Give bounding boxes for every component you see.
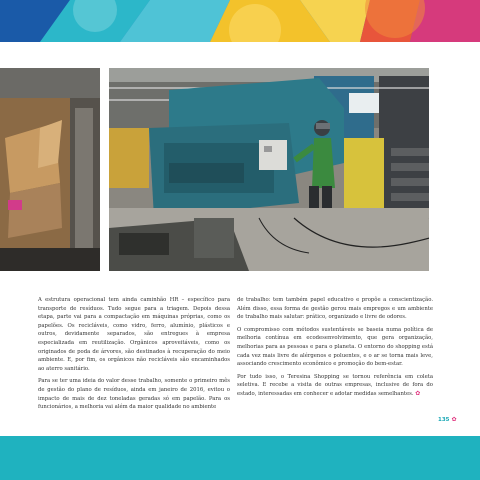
article-left-column — [38, 296, 230, 416]
page-number: 135 — [438, 416, 450, 423]
footer-accent-bar — [0, 436, 480, 480]
paragraph: Para se ter uma ideia do valor desse trabalho, somente o primeiro mês de gestão do plano de resíduos, ainda em janeiro de 2016, evitou o impacto de mais de dez toneladas geradas só em papelão. Para os funcionários, a melhoria vai além da maior qualidade no ambiente — [38, 378, 230, 411]
paragraph-text: Por tudo isso, o Teresina Shopping se tornou referência em coleta seletiva. E recebe a visita de outras empresas, inclusive de fora do estado, interessadas em conhecer e adotar medidas semelhantes. — [237, 373, 433, 397]
flower-icon: ✿ — [451, 416, 457, 423]
paragraph: O compromisso com métodos sustentáveis se baseia numa política de melhoria contínua em ecodesenvolvimento, que gera organização, melhorias para as pessoas e para o planeta. O entorno do shopping está cada vez mais livre de alérgenos e poluentes, e o ar se torna mais leve, associando crescimento econômico e promoção do bem-estar. — [237, 326, 433, 368]
article-right-column — [237, 296, 433, 403]
decorative-banner — [0, 0, 480, 42]
photo-cardboard-bales — [0, 68, 100, 271]
page-number-badge — [438, 416, 457, 423]
end-mark-flower-icon: ✿ — [415, 389, 421, 397]
paragraph: A estrutura operacional tem ainda caminhão HR – específico para transporte de resíduos. Tudo segue para a triagem. Depois dessa etapa, parte vai para a compactação em máquinas próprias, como os papelões. Os recicláveis, como vidro, ferro, alumínio, plásticos e outros, devidamente separados, são entregues à empresa especializada em reutilização. Orgânicos aproveitáveis, como os originados de poda de árvores, são destinados à recuperação do meio ambiente. E, por fim, os orgânicos não recicláveis são encaminhados ao aterro sanitário. — [38, 297, 230, 372]
photo-compactor-worker — [109, 68, 429, 271]
paragraph: de trabalho: tem também papel educativo e propõe a conscientização. Além disso, essa forma de gestão gerou mais empregos e um ambiente de trabalho mais salutar: prático, organizado e livre de odores. — [237, 297, 433, 321]
paragraph-last — [237, 373, 433, 399]
